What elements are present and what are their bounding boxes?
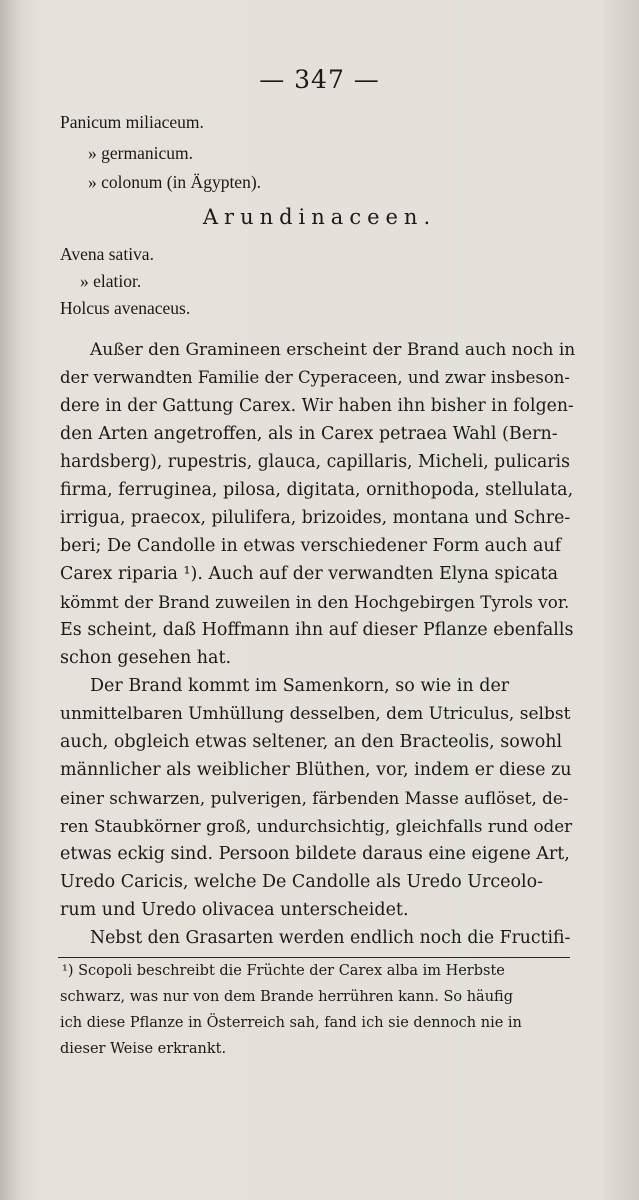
text-line: beri; De Candolle in etwas verschiedener Form auch auf — [60, 536, 562, 556]
text-line: rum und Uredo olivacea unterscheidet. — [60, 900, 409, 920]
text-line: Nebst den Grasarten werden endlich noch die Fructifi- — [90, 928, 571, 948]
text-line: kömmt der Brand zuweilen in den Hochgebirgen Tyrols vor. — [60, 592, 570, 612]
text-line: Carex riparia ¹). Auch auf der verwandten Elyna spicata — [60, 564, 558, 584]
text-line: den Arten angetroffen, als in Carex petraea Wahl (Bern- — [60, 424, 558, 444]
list-item: » germanicum. — [88, 143, 193, 163]
section-heading: Arundinaceen. — [202, 205, 437, 229]
text-line: ren Staubkörner groß, undurchsichtig, gleichfalls rund oder — [60, 816, 573, 836]
footnote-line: schwarz, was nur von dem Brande herrühren kann. So häufig — [60, 989, 513, 1005]
list-item: » elatior. — [80, 271, 142, 291]
text-line: unmittelbaren Umhüllung desselben, dem Utriculus, selbst — [60, 704, 571, 724]
text-line: schon gesehen hat. — [60, 648, 232, 668]
text-line: Der Brand kommt im Samenkorn, so wie in der — [90, 676, 510, 696]
text-line: irrigua, praecox, pilulifera, brizoides, montana und Schre- — [60, 508, 571, 528]
text-line: firma, ferruginea, pilosa, digitata, ornithopoda, stellulata, — [60, 480, 574, 500]
text-line: Außer den Gramineen erscheint der Brand auch noch in — [90, 340, 576, 360]
text-line: Uredo Caricis, welche De Candolle als Uredo Urceolo- — [60, 872, 544, 892]
page-number: — 347 — — [259, 65, 380, 94]
list-item: » colonum (in Ägypten). — [88, 172, 262, 192]
text-line: etwas eckig sind. Persoon bildete daraus eine eigene Art, — [60, 844, 570, 864]
footnote-line: dieser Weise erkrankt. — [60, 1041, 227, 1057]
text-line: dere in der Gattung Carex. Wir haben ihn bisher in folgen- — [60, 396, 574, 416]
list-item: Panicum miliaceum. — [60, 112, 204, 132]
text-line: Es scheint, daß Hoffmann ihn auf dieser Pflanze ebenfalls — [60, 620, 574, 640]
text-line: auch, obgleich etwas seltener, an den Bracteolis, sowohl — [60, 732, 563, 752]
text-line: der verwandten Familie der Cyperaceen, und zwar insbeson- — [60, 368, 570, 387]
footnote-line: ich diese Pflanze in Österreich sah, fand ich sie dennoch nie in — [60, 1015, 522, 1031]
text-line: männlicher als weiblicher Blüthen, vor, indem er diese zu — [60, 760, 572, 780]
text-line: hardsberg), rupestris, glauca, capillaris, Micheli, pulicaris — [60, 452, 570, 472]
text-line: einer schwarzen, pulverigen, färbenden Masse auflöset, de- — [60, 788, 569, 808]
list-item: Holcus avenaceus. — [60, 298, 191, 318]
footnote-line: ¹) Scopoli beschreibt die Früchte der Carex alba im Herbste — [62, 963, 505, 979]
list-item: Avena sativa. — [60, 244, 154, 264]
